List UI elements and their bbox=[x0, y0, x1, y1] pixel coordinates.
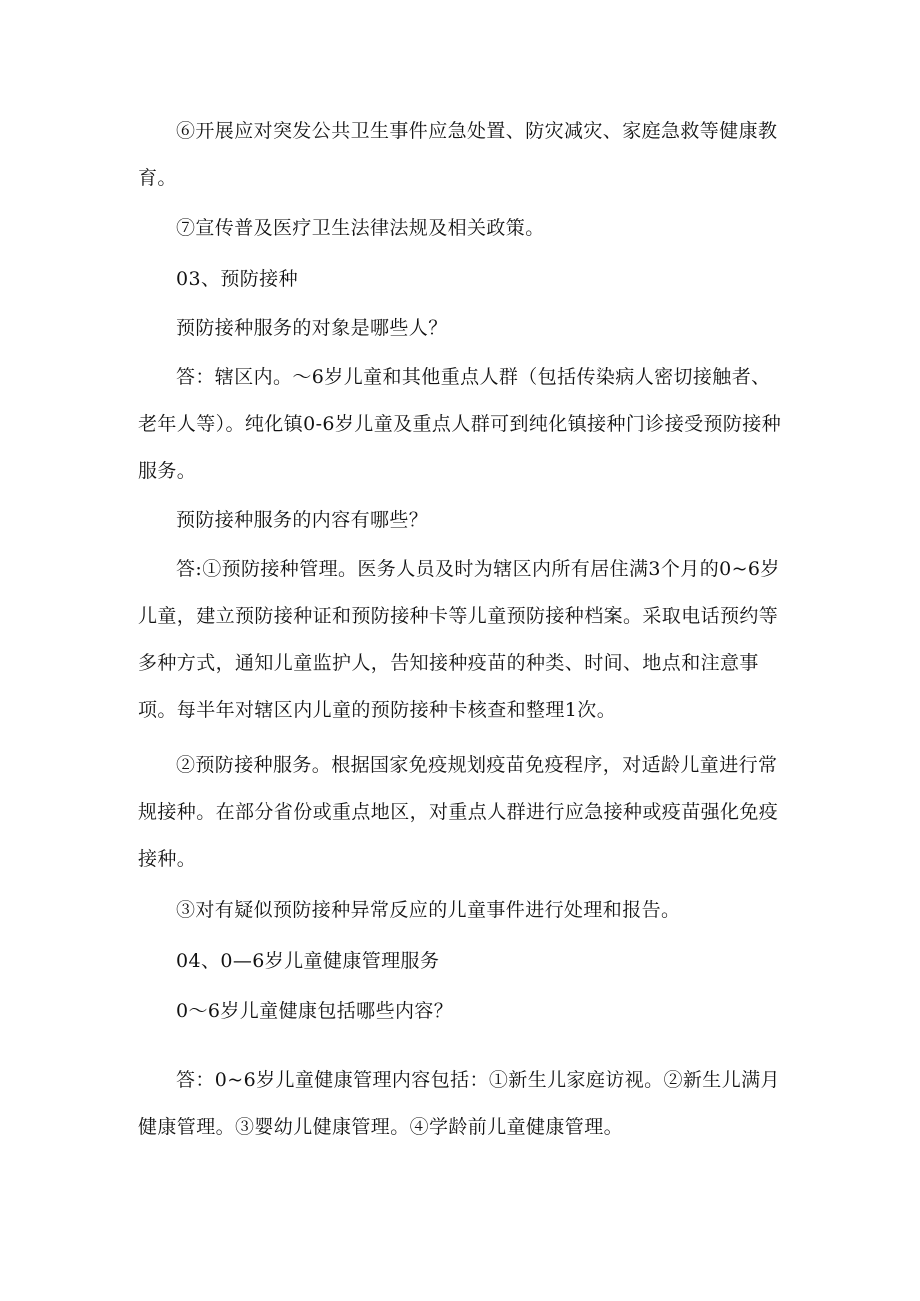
paragraph-health-law-policy: ⑦宣传普及医疗卫生法律法规及相关政策。 bbox=[176, 217, 545, 239]
answer-child-health-content: 答：0~6岁儿童健康管理内容包括：①新生儿家庭访视。②新生儿满月健康管理。③婴幼儿健康管理。④学龄前儿童健康管理。 bbox=[138, 1069, 780, 1138]
question-vaccination-targets: 预防接种服务的对象是哪些人？ bbox=[176, 317, 448, 339]
answer-vaccination-targets: 答：辖区内。～6岁儿童和其他重点人群（包括传染病人密切接触者、老年人等）。纯化镇0-6岁儿童及重点人群可到纯化镇接种门诊接受预防接种服务。 bbox=[138, 366, 782, 482]
section-heading-vaccination: 03、预防接种 bbox=[176, 268, 298, 290]
paragraph-health-education-emergency: ⑥开展应对突发公共卫生事件应急处置、防灾减灾、家庭急救等健康教育。 bbox=[138, 120, 778, 189]
paragraph-adverse-reaction-handling: ③对有疑似预防接种异常反应的儿童事件进行处理和报告。 bbox=[176, 899, 681, 921]
answer-vaccination-management: 答:①预防接种管理。医务人员及时为辖区内所有居住满3个月的0~6岁儿童，建立预防接种证和预防接种卡等儿童预防接种档案。采取电话预约等多种方式，通知儿童监护人，告知接种疫苗的种类、时间、地点和注意事项。每半年对辖区内儿童的预防接种卡核查和整理1次。 bbox=[138, 558, 780, 721]
paragraph-vaccination-service: ②预防接种服务。根据国家免疫规划疫苗免疫程序，对适龄儿童进行常规接种。在部分省份或重点地区，对重点人群进行应急接种或疫苗强化免疫接种。 bbox=[138, 754, 779, 870]
question-vaccination-content: 预防接种服务的内容有哪些？ bbox=[176, 509, 429, 531]
section-heading-child-health: 04、0—6岁儿童健康管理服务 bbox=[176, 950, 440, 972]
question-child-health-content: 0～6岁儿童健康包括哪些内容？ bbox=[176, 1000, 454, 1022]
